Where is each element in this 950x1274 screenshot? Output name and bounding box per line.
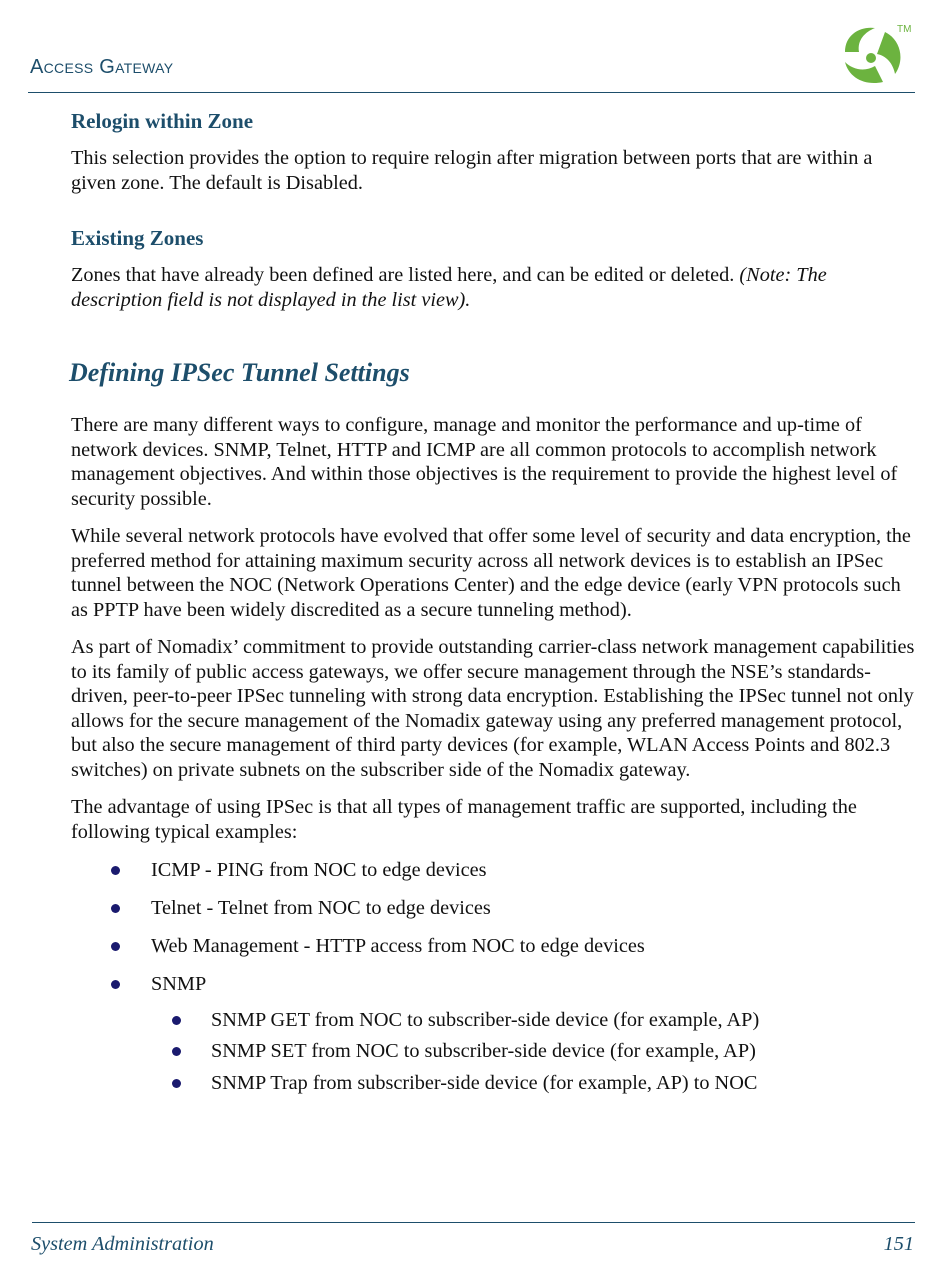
page-content	[71, 106, 916, 1102]
list-item-text: ICMP - PING from NOC to edge devices	[151, 859, 487, 881]
bullet-icon	[111, 980, 120, 989]
list-item-text: SNMP Trap from subscriber-side device (for example, AP) to NOC	[211, 1071, 758, 1094]
list-item	[71, 1039, 916, 1064]
list-item	[71, 1008, 916, 1033]
ipsec-paragraph: The advantage of using IPSec is that all types of management traffic are supported, including the following typical examples:	[71, 796, 857, 843]
list-item	[71, 1071, 916, 1096]
list-item-text: SNMP	[151, 973, 207, 995]
list-item	[71, 858, 916, 883]
list-item	[71, 896, 916, 921]
management-traffic-list	[71, 858, 916, 997]
ipsec-paragraph: While several network protocols have evolved that offer some level of security and data encryption, the preferred method for attaining maximum security across all network devices is to establish an IPSec tunnel between the NOC (Network Operations Center) and the edge device (early VPN protocols such as PPTP have been widely discredited as a secure tunneling method).	[71, 525, 911, 621]
nomadix-swirl-logo-icon	[831, 20, 913, 90]
footer-section-title: System Administration	[31, 1233, 214, 1255]
list-item-text: Web Management - HTTP access from NOC to edge devices	[151, 935, 645, 957]
bullet-icon	[111, 866, 120, 875]
existing-zones-body: Zones that have already been defined are listed here, and can be edited or deleted.	[71, 264, 740, 286]
trademark-mark: TM	[897, 24, 912, 35]
relogin-text: This selection provides the option to require relogin after migration between ports that are within a given zone. The default is Disabled.	[71, 147, 873, 194]
snmp-sub-list	[71, 1008, 916, 1096]
ipsec-heading: Defining IPSec Tunnel Settings	[69, 358, 410, 387]
relogin-heading: Relogin within Zone	[71, 109, 254, 133]
bullet-icon	[172, 1079, 181, 1088]
list-item-text: SNMP SET from NOC to subscriber-side device (for example, AP)	[211, 1040, 756, 1062]
existing-zones-text	[71, 263, 916, 312]
list-item	[71, 972, 916, 997]
existing-zones-note: (Note: The description field is not displayed in the list view).	[71, 264, 827, 311]
bullet-icon	[111, 904, 120, 913]
ipsec-paragraph: There are many different ways to configure, manage and monitor the performance and up-time of network devices. SNMP, Telnet, HTTP and ICMP are all common protocols to accomplish network management objectives. And within those objectives is the requirement to provide the highest level of security possible.	[71, 414, 898, 510]
footer-rule	[32, 1222, 915, 1223]
bullet-icon	[111, 942, 120, 951]
logo-center-dot	[866, 53, 876, 63]
list-item	[71, 934, 916, 959]
page-header	[28, 0, 915, 94]
ipsec-paragraph: As part of Nomadix’ commitment to provide outstanding carrier-class network management capabilities to its family of public access gateways, we offer secure management through the NSE’s standards-driven, peer-to-peer IPSec tunneling with strong data encryption. Establishing the IPSec tunnel not only allows for the secure management of the Nomadix gateway using any preferred management protocol, but also the secure management of third party devices (for example, WLAN Access Points and 802.3 switches) on private subnets on the subscriber side of the Nomadix gateway.	[71, 636, 915, 781]
existing-zones-heading: Existing Zones	[71, 226, 204, 250]
header-title: Access Gateway	[30, 56, 174, 78]
page-number: 151	[883, 1233, 914, 1255]
header-rule	[28, 92, 915, 93]
logo-swirl-bottom	[845, 62, 883, 83]
logo-swirl-top	[845, 28, 875, 52]
list-item-text: Telnet - Telnet from NOC to edge devices	[151, 897, 491, 919]
bullet-icon	[172, 1047, 181, 1056]
logo-swirl-right	[877, 32, 900, 74]
list-item-text: SNMP GET from NOC to subscriber-side device (for example, AP)	[211, 1008, 760, 1031]
bullet-icon	[172, 1016, 181, 1025]
